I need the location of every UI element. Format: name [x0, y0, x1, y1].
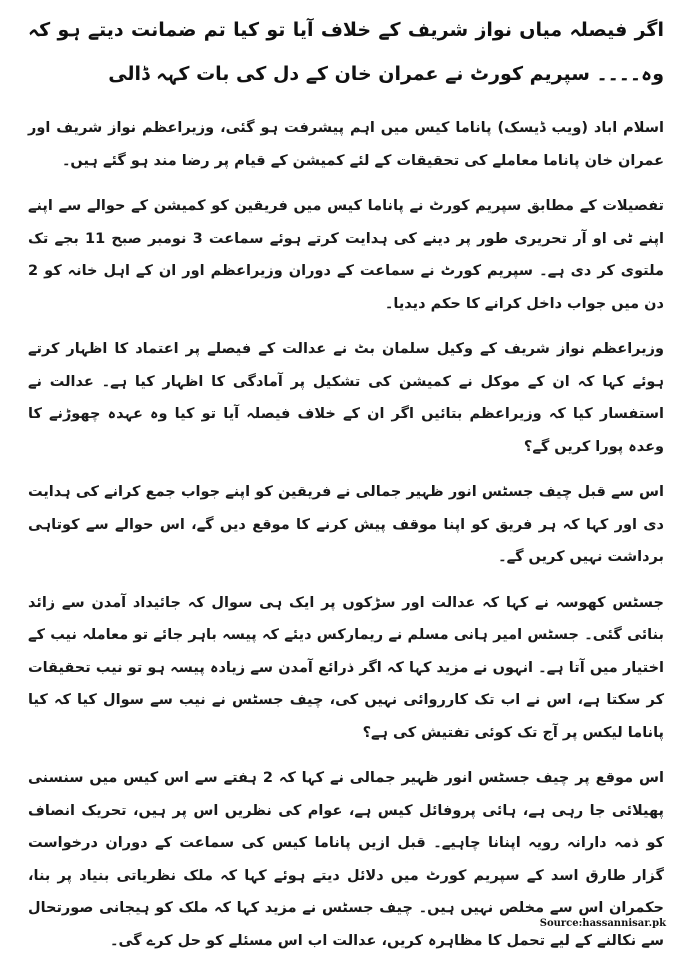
source-credit: Source:hassannisar.pk — [539, 918, 666, 929]
paragraph-pm-lawyer: وزیراعظم نواز شریف کے وکیل سلمان بٹ نے عدالت کے فیصلے پر اعتماد کا اظہار کرتے ہوئے کہا کہ ان کے موکل نے کمیشن کی تشکیل پر آمادگی کا اظہار کیا ہے۔ عدالت نے استفسار کیا کہ وزیراعظم بتائیں اگر ان کے خلاف فیصلہ آیا تو کیا وہ عہدہ چھوڑنے کا وعدہ پورا کریں گے؟ — [28, 341, 664, 455]
paragraph-conclusion: اس موقع پر چیف جسٹس انور ظہیر جمالی نے کہا کہ 2 ہفتے سے اس کیس میں سنسنی پھیلائی جا رہی ہے، ہائی پروفائل کیس ہے، عوام کی نظریں اس پر ہیں، تحریک انصاف کو ذمہ دارانہ رویہ اپنانا چاہیے۔ قبل ازیں پاناما کیس کی سماعت کے دوران درخواست گزار طارق اسد کے سپریم کورٹ میں دلائل دیتے ہوئے کہا کہ ملک نظریاتی بنیاد پر بنا، حکمران اس سے مخلص نہیں ہیں۔ چیف جسٹس نے مزید کہا کہ ملک کو ہیجانی صورتحال سے نکالنے کے لیے تحمل کا مظاہرہ کریں، عدالت اب اس مسئلے کو حل کرے گی۔ — [28, 770, 664, 949]
paragraph-chief-justice: اس سے قبل چیف جسٹس انور ظہیر جمالی نے فریقین کو اپنے جواب جمع کرانے کی ہدایت دی اور کہا کہ ہر فریق کو اپنا موقف پیش کرنے کا موقع دیں گے، اس حوالے سے کوتاہی برداشت نہیں کریں گے۔ — [28, 484, 664, 565]
article — [28, 8, 664, 970]
paragraph-details: تفصیلات کے مطابق سپریم کورٹ نے پاناما کیس میں فریقین کو کمیشن کے حوالے سے اپنے اپنے ٹی او آر تحریری طور پر دینے کی ہدایت کرتے ہوئے سماعت 3 نومبر صبح 11 بجے تک ملتوی کر دی ہے۔ سپریم کورٹ نے سماعت کے دوران وزیراعظم اور ان کے اہل خانہ کو 2 دن میں جواب داخل کرانے کا حکم دیدیا۔ — [28, 198, 665, 312]
paragraph-intro: اسلام اباد (ویب ڈیسک) پاناما کیس میں اہم پیشرفت ہو گئی، وزیراعظم نواز شریف اور عمران خان پاناما معاملے کی تحقیقات کے لئے کمیشن کے قیام پر رضا مند ہو گئے ہیں۔ — [28, 120, 664, 169]
headline: اگر فیصلہ میاں نواز شریف کے خلاف آیا تو کیا تم ضمانت دیتے ہو کہ وہ۔۔۔۔ سپریم کورٹ نے عمران خان کے دل کی بات کہہ ڈالی — [28, 19, 664, 85]
paragraph-justice-khosa: جسٹس کھوسہ نے کہا کہ عدالت اور سڑکوں پر ایک ہی سوال کہ جائیداد آمدن سے زائد بنائی گئی۔ جسٹس امیر ہانی مسلم نے ریمارکس دیئے کہ پیسہ باہر جائے تو معاملہ نیب کے اختیار میں آتا ہے۔ انہوں نے مزید کہا کہ اگر ذرائع آمدن سے زیادہ پیسہ ہو تو نیب تحقیقات کر سکتا ہے، اس نے اب تک کارروائی نہیں کی، چیف جسٹس نے نیب سے سوال کیا کہ کیا پاناما لیکس پر آج تک کوئی تفتیش کی ہے؟ — [28, 594, 664, 741]
